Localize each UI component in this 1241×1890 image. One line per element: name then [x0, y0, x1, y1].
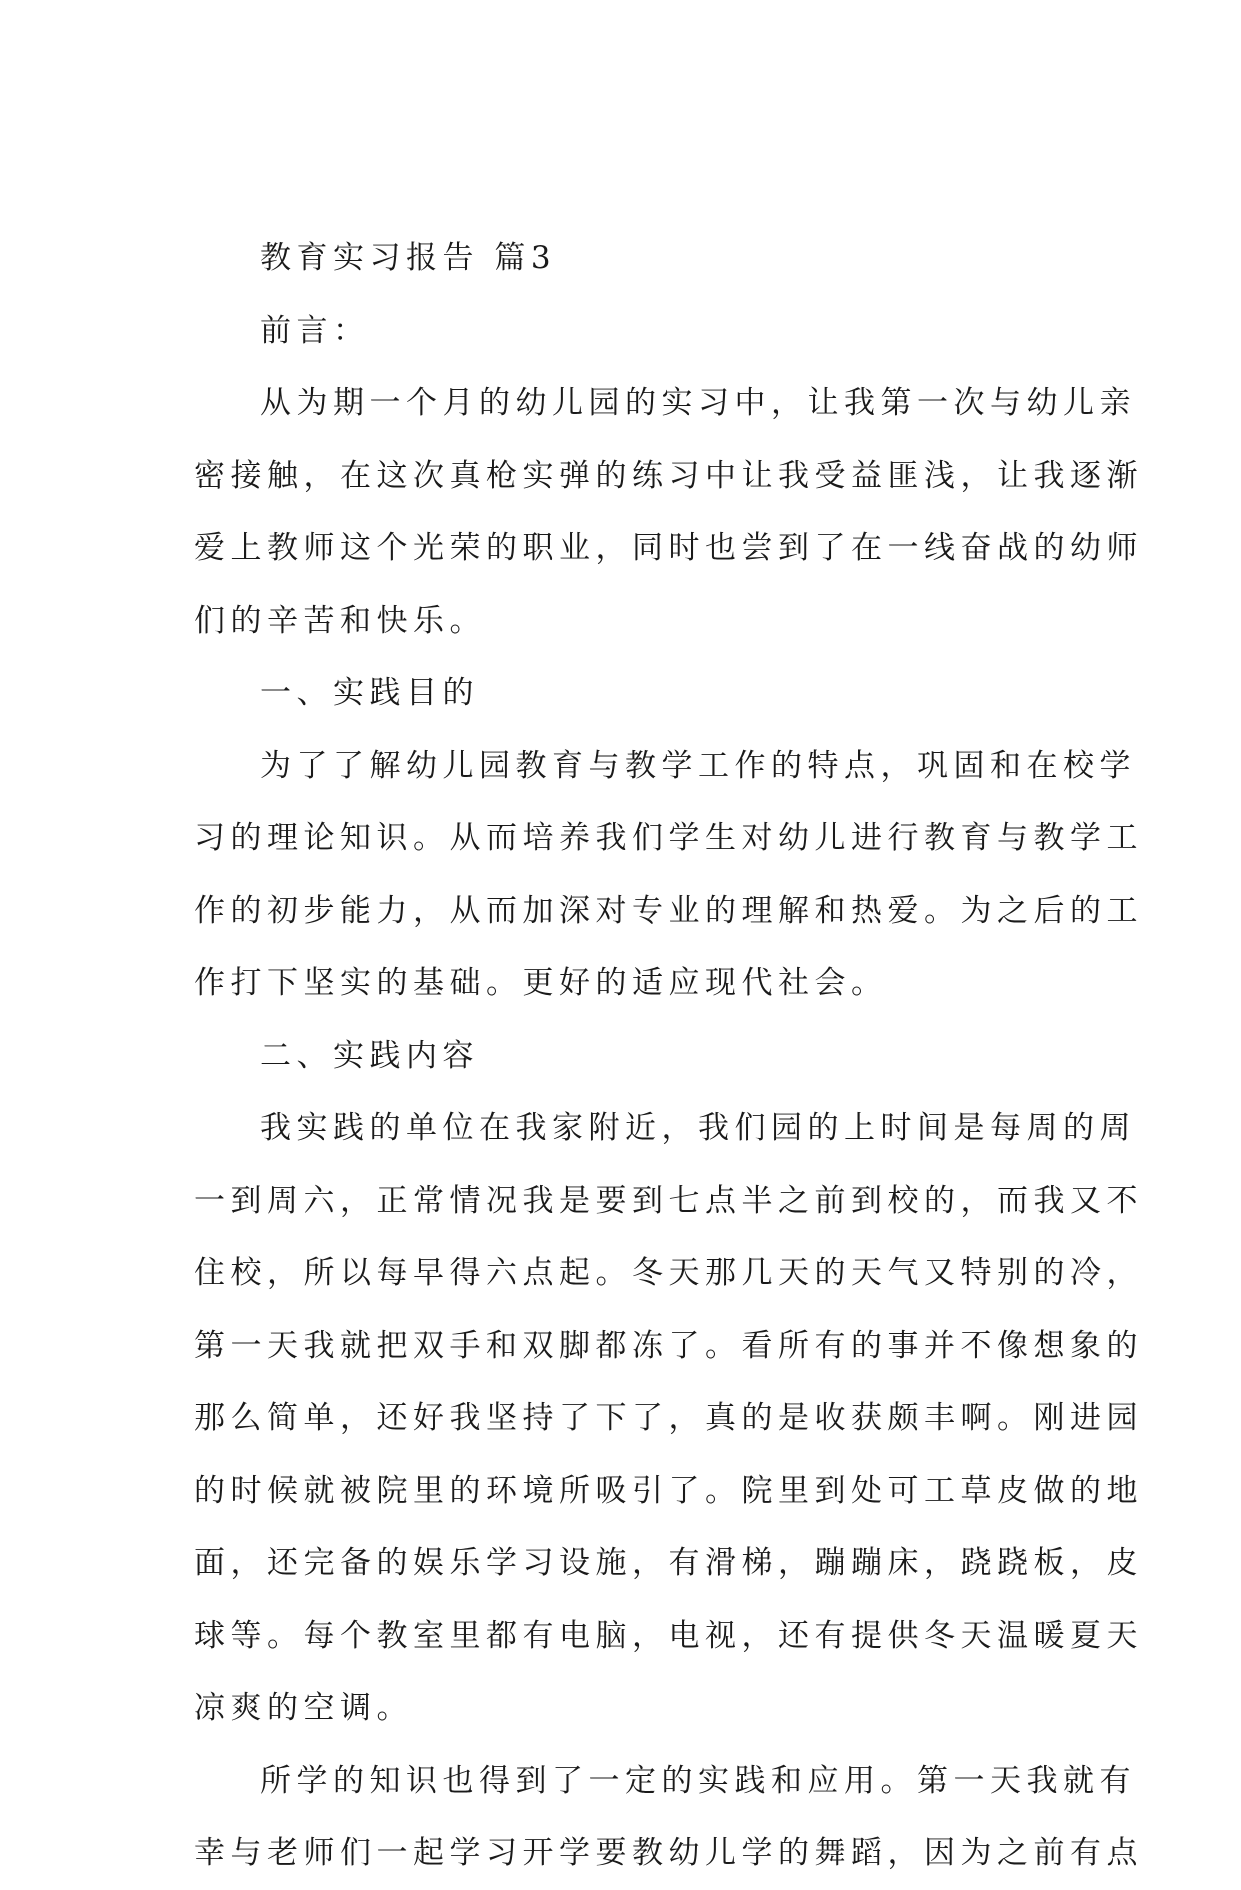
paragraph-line: 密接触，在这次真枪实弹的练习中让我受益匪浅，让我逐渐 — [194, 457, 1143, 494]
paragraph-line: 爱上教师这个光荣的职业，同时也尝到了在一线奋战的幼师 — [194, 530, 1143, 566]
section-heading-purpose: 一、实践目的 — [260, 675, 479, 711]
paragraph-line: 为了了解幼儿园教育与教学工作的特点，巩固和在校学 — [260, 747, 1136, 784]
section-heading-preface: 前言： — [260, 312, 370, 349]
paragraph-line: 那么简单，还好我坚持了下了，真的是收获颇丰啊。刚进园 — [194, 1400, 1143, 1436]
paragraph-line: 住校，所以每早得六点起。冬天那几天的天气又特别的冷， — [194, 1255, 1143, 1291]
paragraph-line: 第一天我就把双手和双脚都冻了。看所有的事并不像想象的 — [194, 1327, 1143, 1364]
document-body — [194, 222, 1143, 1890]
paragraph-line: 面，还完备的娱乐学习设施，有滑梯，蹦蹦床，跷跷板，皮 — [194, 1545, 1143, 1581]
section-heading-content: 二、实践内容 — [260, 1037, 479, 1074]
paragraph-line: 的时候就被院里的环境所吸引了。院里到处可工草皮做的地 — [194, 1472, 1143, 1509]
paragraph-line: 从为期一个月的幼儿园的实习中，让我第一次与幼儿亲 — [260, 385, 1136, 421]
paragraph-line: 所学的知识也得到了一定的实践和应用。第一天我就有 — [260, 1762, 1136, 1799]
paragraph-line: 凉爽的空调。 — [194, 1690, 413, 1726]
paragraph-line: 作打下坚实的基础。更好的适应现代社会。 — [194, 965, 888, 1001]
paragraph-line: 幸与老师们一起学习开学要教幼儿学的舞蹈，因为之前有点 — [194, 1835, 1143, 1871]
paragraph-line: 球等。每个教室里都有电脑，电视，还有提供冬天温暖夏天 — [194, 1617, 1143, 1654]
report-title: 教育实习报告 篇3 — [260, 240, 557, 276]
paragraph-line: 习的理论知识。从而培养我们学生对幼儿进行教育与教学工 — [194, 820, 1143, 856]
paragraph-line: 一到周六，正常情况我是要到七点半之前到校的，而我又不 — [194, 1182, 1143, 1219]
paragraph-line: 们的辛苦和快乐。 — [194, 602, 486, 639]
paragraph-line: 作的初步能力，从而加深对专业的理解和热爱。为之后的工 — [194, 892, 1143, 929]
paragraph-line: 我实践的单位在我家附近，我们园的上时间是每周的周 — [260, 1110, 1136, 1146]
